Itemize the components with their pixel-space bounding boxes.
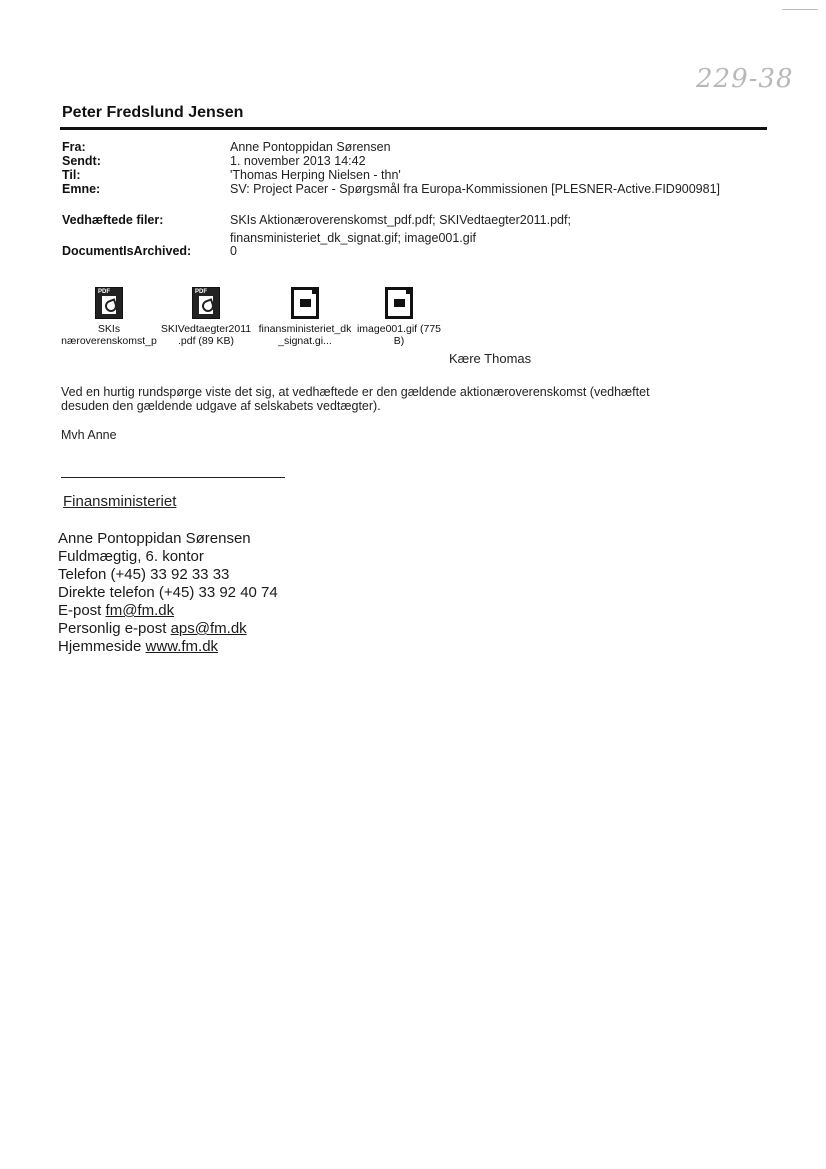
attachment-size: B): [393, 335, 405, 347]
signature-divider: [61, 477, 285, 478]
mailbox-owner-name: Peter Fredslund Jensen: [62, 104, 244, 121]
sent-label: Sendt:: [62, 154, 101, 168]
header-divider: [60, 127, 767, 130]
attachment-name-cont: _signat.gi...: [278, 335, 332, 347]
pdf-file-icon: PDF: [95, 287, 123, 319]
attachment-item[interactable]: [253, 287, 357, 347]
attachment-name-cont: næroverenskomst_p: [61, 335, 157, 347]
signature-website-row: [58, 638, 278, 656]
from-label: Fra:: [62, 140, 86, 154]
attachment-name: finansministeriet_dk: [258, 323, 352, 335]
signature-website-link[interactable]: www.fm.dk: [145, 638, 219, 655]
page-corner-line: [782, 9, 818, 10]
signature-phone: Telefon (+45) 33 92 33 33: [58, 566, 230, 583]
signature-website-label: Hjemmeside: [58, 638, 142, 655]
message-body-line: desuden den gældende udgave af selskabets vedtægter).: [61, 399, 381, 413]
attachments-label: Vedhæftede filer:: [62, 213, 164, 227]
signature-block: [58, 530, 278, 656]
to-label: Til:: [62, 168, 81, 182]
subject-label: Emne:: [62, 182, 101, 196]
signature-personal-email-link[interactable]: aps@fm.dk: [170, 620, 247, 637]
signature-email-label: E-post: [58, 602, 102, 619]
sent-value: 1. november 2013 14:42: [230, 154, 366, 168]
archived-value: 0: [230, 244, 237, 258]
message-body-line: Ved en hurtig rundspørge viste det sig, at vedhæftede er den gældende aktionæroverenskomst (vedhæftet: [61, 385, 650, 399]
archived-label: DocumentIsArchived:: [62, 244, 192, 258]
attachment-item[interactable]: [352, 287, 446, 347]
message-body: [61, 385, 721, 413]
signature-email-link[interactable]: fm@fm.dk: [105, 602, 175, 619]
from-value: Anne Pontoppidan Sørensen: [230, 140, 391, 154]
signature-name: Anne Pontoppidan Sørensen: [58, 530, 251, 547]
attachment-item[interactable]: [157, 287, 255, 347]
attachment-item[interactable]: [58, 287, 160, 347]
attachments-list-line2: finansministeriet_dk_signat.gif; image001.gif: [230, 231, 476, 245]
image-file-icon: [291, 287, 319, 319]
signature-direct-phone: Direkte telefon (+45) 33 92 40 74: [58, 584, 278, 601]
signature-personal-email-row: [58, 620, 278, 638]
attachments-list-line1: SKIs Aktionæroverenskomst_pdf.pdf; SKIVedtaegter2011.pdf;: [230, 213, 571, 227]
subject-value: SV: Project Pacer - Spørgsmål fra Europa-Kommissionen [PLESNER-Active.FID900981]: [230, 182, 721, 196]
pdf-file-icon: PDF: [192, 287, 220, 319]
signature-personal-email-label: Personlig e-post: [58, 620, 167, 637]
signature-email-row: [58, 602, 278, 620]
signature-title: Fuldmægtig, 6. kontor: [58, 548, 204, 565]
image-file-icon: [385, 287, 413, 319]
greeting: Kære Thomas: [449, 351, 532, 366]
attachment-name: image001.gif (775: [356, 323, 442, 335]
attachment-name: SKIVedtaegter2011: [160, 323, 252, 335]
handwritten-page-mark: 229-38: [696, 64, 794, 94]
attachment-name: SKIs: [97, 323, 121, 335]
signoff: Mvh Anne: [61, 428, 117, 442]
to-value: 'Thomas Herping Nielsen - thn': [230, 168, 401, 182]
attachment-size: .pdf (89 KB): [177, 335, 235, 347]
signature-organization: Finansministeriet: [63, 493, 177, 510]
